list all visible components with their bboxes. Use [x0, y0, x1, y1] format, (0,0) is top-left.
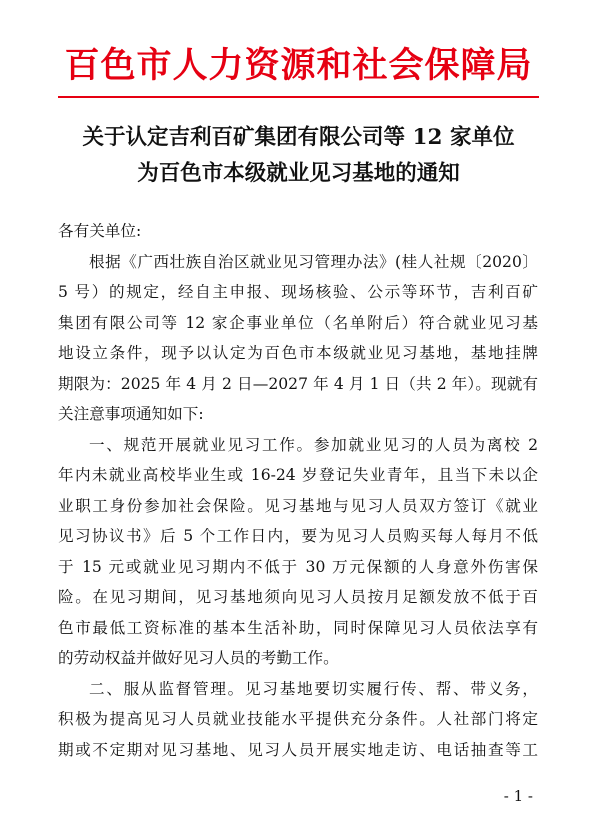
body-line: 期或不定期对见习基地、见习人员开展实地走访、电话抽查等工	[58, 740, 538, 759]
body-line: 色市最低工资标准的基本生活补助，同时保障见习人员依法享有	[58, 618, 538, 637]
document-title	[0, 120, 597, 192]
body-line: 期限为：2025 年 4 月 2 日—2027 年 4 月 1 日（共 2 年）。现就有	[58, 374, 538, 393]
body-line: 地设立条件，现予以认定为百色市本级就业见习基地，基地挂牌	[58, 344, 538, 362]
body-line: 见习协议书》后 5 个工作日内，要为见习人员购买每人每月不低	[58, 527, 538, 545]
red-divider-line	[58, 96, 539, 98]
body-line: 积极为提高见习人员就业技能水平提供充分条件。人社部门将定	[58, 710, 538, 728]
body-line: 一、规范开展就业见习工作。参加就业见习的人员为离校 2	[89, 435, 538, 454]
body-line: 5 号）的规定，经自主申报、现场核验、公示等环节，吉利百矿	[58, 283, 538, 301]
body-line: 集团有限公司等 12 家企事业单位（名单附后）符合就业见习基	[58, 313, 538, 332]
document-body	[58, 216, 538, 765]
title-line-2: 为百色市本级就业见习基地的通知	[137, 161, 460, 186]
body-line: 的劳动权益并做好见习人员的考勤工作。	[58, 649, 339, 667]
body-line: 年内未就业高校毕业生或 16-24 岁登记失业青年，且当下未以企	[58, 466, 538, 484]
title-line-1: 关于认定吉利百矿集团有限公司等 12 家单位	[82, 125, 515, 150]
salutation: 各有关单位:	[58, 222, 142, 240]
body-line: 于 15 元或就业见习期内不低于 30 万元保额的人身意外伤害保	[58, 557, 538, 576]
body-line: 险。在见习期间，见习基地须向见习人员按月足额发放不低于百	[58, 588, 538, 606]
body-line: 二、服从监督管理。见习基地要切实履行传、帮、带义务，	[89, 679, 538, 698]
body-line: 根据《广西壮族自治区就业见习管理办法》(桂人社规〔2020〕	[89, 252, 538, 271]
page-number: - 1 -	[503, 787, 533, 805]
body-line: 关注意事项通知如下:	[58, 405, 204, 423]
body-line: 业职工身份参加社会保险。见习基地与见习人员双方签订《就业	[58, 496, 538, 515]
agency-header: 百色市人力资源和社会保障局	[64, 45, 533, 86]
